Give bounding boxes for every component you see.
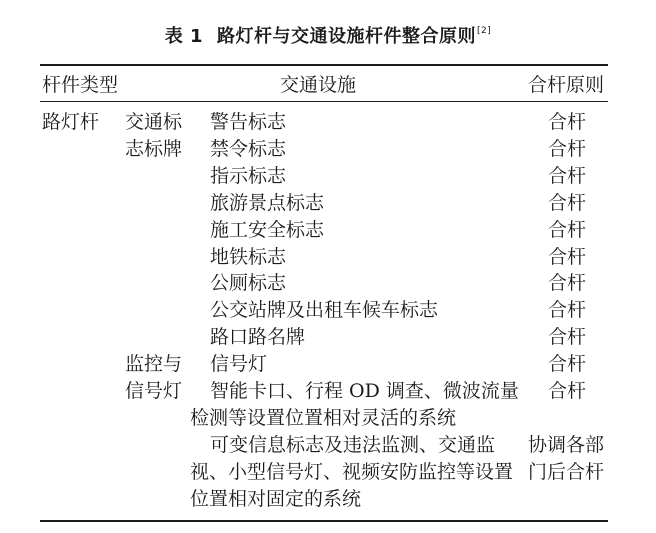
flex-system-principle: 合杆 [548,380,587,402]
fixed-system-line2: 视、小型信号灯、视频安防监控等设置 [190,461,514,483]
principle-item: 合杆 [548,192,587,214]
facility-item: 施工安全标志 [210,219,325,241]
flex-system-line1: 智能卡口、行程 OD 调查、微波流量 [210,380,519,402]
facility-item: 指示标志 [210,165,287,187]
fixed-system-line3: 位置相对固定的系统 [190,488,362,510]
group-monitor-line2: 信号灯 [125,380,183,402]
table-title-text: 路灯杆与交通设施杆件整合原则 [217,26,477,47]
principle-item: 合杆 [548,299,587,321]
facility-item: 公厕标志 [210,272,287,294]
facility-item: 路口路名牌 [210,326,306,348]
group-monitor-line1: 监控与 [125,353,183,375]
principle-item: 合杆 [548,326,587,348]
principle-item: 合杆 [548,138,587,160]
principle-item: 合杆 [548,353,587,375]
table-title [0,22,656,48]
table-number: 表 1 [164,26,204,47]
facility-item: 地铁标志 [210,246,287,268]
reference-marker: [2] [477,26,492,36]
facility-item: 信号灯 [210,353,268,375]
table-top-rule [40,64,608,66]
facility-item: 禁令标志 [210,138,287,160]
group-signs-line2: 志标牌 [125,138,183,160]
flex-system-line2: 检测等设置位置相对灵活的系统 [190,407,457,429]
group-signs-line1: 交通标 [125,111,183,133]
facility-item: 警告标志 [210,111,287,133]
table-header-rule [40,101,608,102]
header-pole-type: 杆件类型 [42,74,119,96]
pole-type-cell: 路灯杆 [42,111,100,133]
facility-item: 旅游景点标志 [210,192,325,214]
facility-item: 公交站牌及出租车候车标志 [210,299,439,321]
principle-item: 合杆 [548,246,587,268]
principle-item: 合杆 [548,111,587,133]
table-bottom-rule [40,520,608,522]
fixed-system-principle-line1: 协调各部 [528,434,605,456]
fixed-system-line1: 可变信息标志及违法监测、交通监 [210,434,496,456]
header-facility: 交通设施 [280,74,357,96]
principle-item: 合杆 [548,219,587,241]
principle-item: 合杆 [548,272,587,294]
fixed-system-principle-line2: 门后合杆 [528,461,605,483]
principle-item: 合杆 [548,165,587,187]
header-principle: 合杆原则 [528,74,605,96]
